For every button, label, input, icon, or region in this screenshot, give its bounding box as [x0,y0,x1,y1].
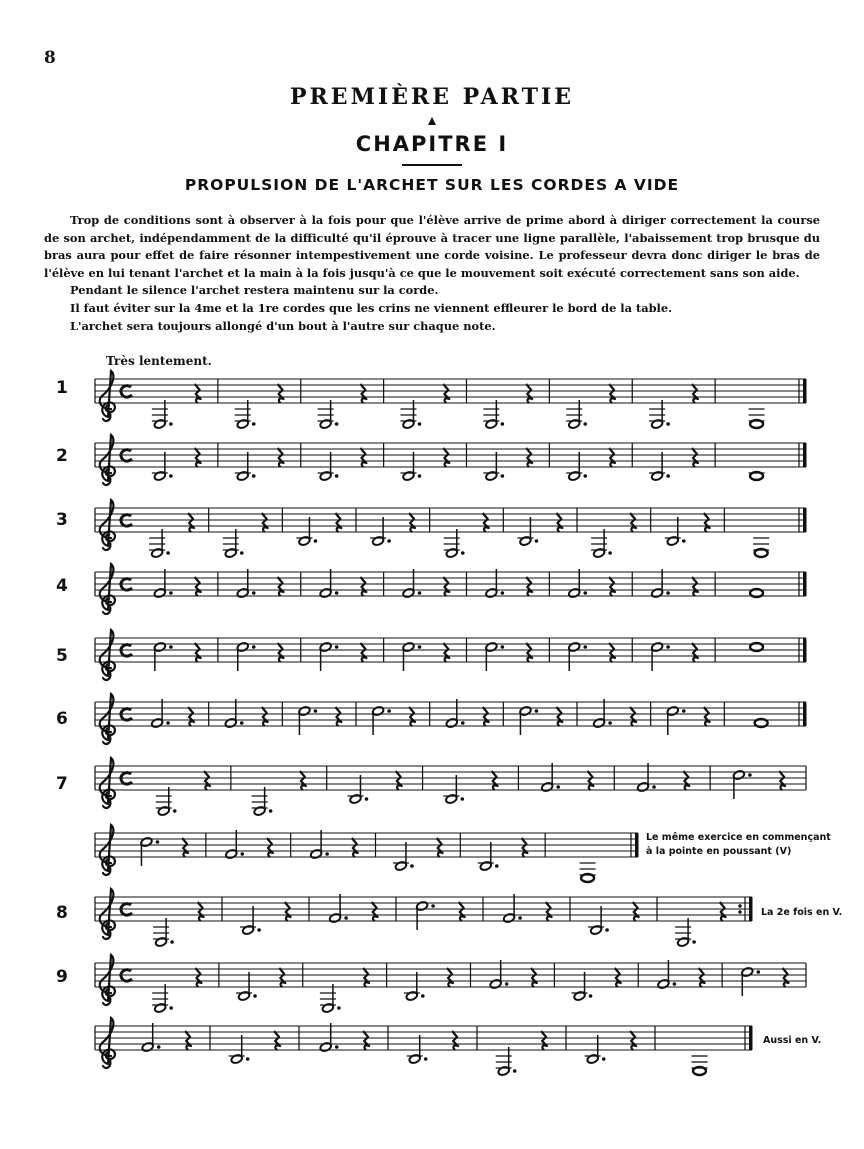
quarter-rest-icon [783,968,789,987]
augmentation-dot [583,474,587,478]
repeat-dot [738,910,741,913]
augmentation-dot [666,645,670,649]
quarter-rest-icon [360,577,366,596]
augmentation-dot [387,539,391,543]
quarter-rest-icon [352,838,358,857]
quarter-rest-icon [521,838,527,857]
augmentation-dot [518,916,522,920]
augmentation-dot [608,551,612,555]
exercise-number: 8 [56,903,68,923]
quarter-rest-icon [185,1031,191,1050]
augmentation-dot [169,422,173,426]
quarter-rest-icon [447,968,453,987]
quarter-rest-icon [278,384,284,403]
augmentation-dot [424,1057,428,1061]
performance-note: Aussi en V. [763,1035,822,1046]
quarter-rest-icon [443,643,449,662]
quarter-rest-icon [609,384,615,403]
quarter-rest-icon [630,1031,636,1050]
quarter-rest-icon [278,577,284,596]
quarter-rest-icon [704,707,710,726]
quarter-rest-icon [692,384,698,403]
exercise-number: 4 [56,576,68,596]
augmentation-dot [535,539,539,543]
augmentation-dot [169,645,173,649]
quarter-rest-icon [195,384,201,403]
whole-note [750,589,763,597]
augmentation-dot [501,474,505,478]
final-bar-line [803,702,807,726]
whole-note [750,420,763,428]
quarter-rest-icon [683,771,689,790]
whole-note [750,643,763,651]
quarter-rest-icon [546,902,552,921]
final-bar-line [749,1026,753,1050]
quarter-rest-icon [541,1031,547,1050]
quarter-rest-icon [279,968,285,987]
whole-note [581,874,594,882]
whole-note [693,1067,706,1075]
exercise-number: 7 [56,774,68,794]
intro-paragraph: Pendant le silence l'archet restera maintenu sur la corde. [70,283,439,298]
augmentation-dot [335,474,339,478]
quarter-rest-icon [285,902,291,921]
quarter-rest-icon [195,577,201,596]
augmentation-dot [589,994,593,998]
quarter-rest-icon [526,577,532,596]
part-title: PREMIÈRE PARTIE [289,84,575,110]
exercise-number: 5 [56,646,68,666]
augmentation-dot [608,721,612,725]
augmentation-dot [252,591,256,595]
augmentation-dot [666,591,670,595]
quarter-rest-icon [360,448,366,467]
augmentation-dot [418,645,422,649]
augmentation-dot [344,916,348,920]
quarter-rest-icon [372,902,378,921]
quarter-rest-icon [262,707,268,726]
augmentation-dot [418,591,422,595]
quarter-rest-icon [556,707,562,726]
augmentation-dot [156,840,160,844]
tempo-marking: Très lentement. [106,354,212,368]
augmentation-dot [240,551,244,555]
section-title: PROPULSION DE L'ARCHET SUR LES CORDES A VIDE [184,176,680,194]
quarter-rest-icon [363,1031,369,1050]
quarter-rest-icon [609,448,615,467]
quarter-rest-icon [274,1031,280,1050]
augmentation-dot [166,551,170,555]
augmentation-dot [461,797,465,801]
augmentation-dot [692,940,696,944]
whole-note [755,719,768,727]
augmentation-dot [583,591,587,595]
final-bar-line [635,833,639,857]
quarter-rest-icon [531,968,537,987]
augmentation-dot [535,709,539,713]
quarter-rest-icon [182,838,188,857]
quarter-rest-icon [459,902,465,921]
quarter-rest-icon [188,707,194,726]
augmentation-dot [240,852,244,856]
augmentation-dot [495,864,499,868]
quarter-rest-icon [363,968,369,987]
quarter-rest-icon [278,448,284,467]
quarter-rest-icon [587,771,593,790]
augmentation-dot [605,928,609,932]
final-bar-line [803,508,807,532]
augmentation-dot [169,474,173,478]
augmentation-dot [666,422,670,426]
quarter-rest-icon [278,643,284,662]
augmentation-dot [337,1006,341,1010]
augmentation-dot [673,982,677,986]
final-bar-line [803,379,807,403]
whole-note [755,549,768,557]
intro-paragraph: L'archet sera toujours allongé d'un bout à l'autre sur chaque note. [70,318,496,333]
final-bar-line [803,443,807,467]
augmentation-dot [652,785,656,789]
quarter-rest-icon [692,643,698,662]
augmentation-dot [501,645,505,649]
quarter-rest-icon [437,838,443,857]
final-bar-line [803,638,807,662]
exercise-number: 2 [56,446,68,466]
quarter-rest-icon [630,707,636,726]
augmentation-dot [501,422,505,426]
augmentation-dot [756,970,760,974]
repeat-dot [738,904,741,907]
quarter-rest-icon [267,838,273,857]
augmentation-dot [169,591,173,595]
quarter-rest-icon [443,448,449,467]
augmentation-dot [335,591,339,595]
augmentation-dot [170,940,174,944]
quarter-rest-icon [188,513,194,532]
quarter-rest-icon [300,771,306,790]
quarter-rest-icon [204,771,210,790]
augmentation-dot [169,1006,173,1010]
quarter-rest-icon [443,577,449,596]
augmentation-dot [682,539,686,543]
augmentation-dot [461,551,465,555]
augmentation-dot [461,721,465,725]
performance-note: La 2e fois en V. [761,907,843,918]
quarter-rest-icon [556,513,562,532]
intro-paragraph: Trop de conditions sont à observer à la fois pour que l'élève arrive de prime abord à diriger correctement la course de son archet, indépendamment de la difficulté qu'il éprouve à tracer une ligne parallèle, l'abaissement trop brusque du bras aura pour effet de faire résonner intempestivement une corde voisine. Le professeur devra donc diriger le bras de l'élève en lui tenant l'archet et la main à la fois jusqu'à ce que le mouvement soit exécuté correctement sans son aide. [44,213,820,280]
quarter-rest-icon [630,513,636,532]
augmentation-dot [421,994,425,998]
augmentation-dot [583,645,587,649]
augmentation-dot [314,709,318,713]
quarter-rest-icon [483,707,489,726]
quarter-rest-icon [360,643,366,662]
exercise-number: 9 [56,967,68,987]
quarter-rest-icon [335,707,341,726]
quarter-rest-icon [699,968,705,987]
quarter-rest-icon [195,448,201,467]
quarter-rest-icon [720,902,726,921]
augmentation-dot [410,864,414,868]
exercise-number: 1 [56,378,68,398]
augmentation-dot [252,645,256,649]
augmentation-dot [387,709,391,713]
whole-note [750,472,763,480]
augmentation-dot [682,709,686,713]
quarter-rest-icon [609,577,615,596]
quarter-rest-icon [452,1031,458,1050]
augmentation-dot [314,539,318,543]
exercise-number: 3 [56,510,68,530]
augmentation-dot [269,809,273,813]
augmentation-dot [418,474,422,478]
augmentation-dot [666,474,670,478]
quarter-rest-icon [692,577,698,596]
quarter-rest-icon [409,707,415,726]
performance-note-line: à la pointe en poussant (V) [646,846,792,857]
augmentation-dot [335,422,339,426]
quarter-rest-icon [396,771,402,790]
quarter-rest-icon [615,968,621,987]
quarter-rest-icon [483,513,489,532]
quarter-rest-icon [526,384,532,403]
quarter-rest-icon [633,902,639,921]
augmentation-dot [253,994,257,998]
quarter-rest-icon [195,643,201,662]
quarter-rest-icon [335,513,341,532]
augmentation-dot [418,422,422,426]
augmentation-dot [583,422,587,426]
augmentation-dot [166,721,170,725]
final-bar-line [803,572,807,596]
augmentation-dot [602,1057,606,1061]
augmentation-dot [556,785,560,789]
augmentation-dot [252,422,256,426]
augmentation-dot [431,904,435,908]
quarter-rest-icon [360,384,366,403]
augmentation-dot [335,1045,339,1049]
quarter-rest-icon [195,968,201,987]
quarter-rest-icon [609,643,615,662]
augmentation-dot [513,1069,517,1073]
intro-paragraph: Il faut éviter sur la 4me et la 1re cordes que les crins ne viennent effleurer le bord de la table. [70,300,673,315]
quarter-rest-icon [692,448,698,467]
quarter-rest-icon [526,448,532,467]
augmentation-dot [173,809,177,813]
quarter-rest-icon [443,384,449,403]
quarter-rest-icon [262,513,268,532]
quarter-rest-icon [492,771,498,790]
augmentation-dot [501,591,505,595]
augmentation-dot [157,1045,161,1049]
augmentation-dot [252,474,256,478]
augmentation-dot [257,928,261,932]
quarter-rest-icon [526,643,532,662]
quarter-rest-icon [198,902,204,921]
augmentation-dot [325,852,329,856]
augmentation-dot [240,721,244,725]
exercise-number: 6 [56,709,68,729]
augmentation-dot [335,645,339,649]
page-number: 8 [44,48,56,68]
quarter-rest-icon [409,513,415,532]
performance-note-line: Le même exercice en commençant [646,832,831,843]
augmentation-dot [748,773,752,777]
quarter-rest-icon [704,513,710,532]
final-bar-line [749,897,753,921]
chapter-title: CHAPITRE I [355,132,509,156]
augmentation-dot [246,1057,250,1061]
augmentation-dot [365,797,369,801]
augmentation-dot [505,982,509,986]
quarter-rest-icon [779,771,785,790]
